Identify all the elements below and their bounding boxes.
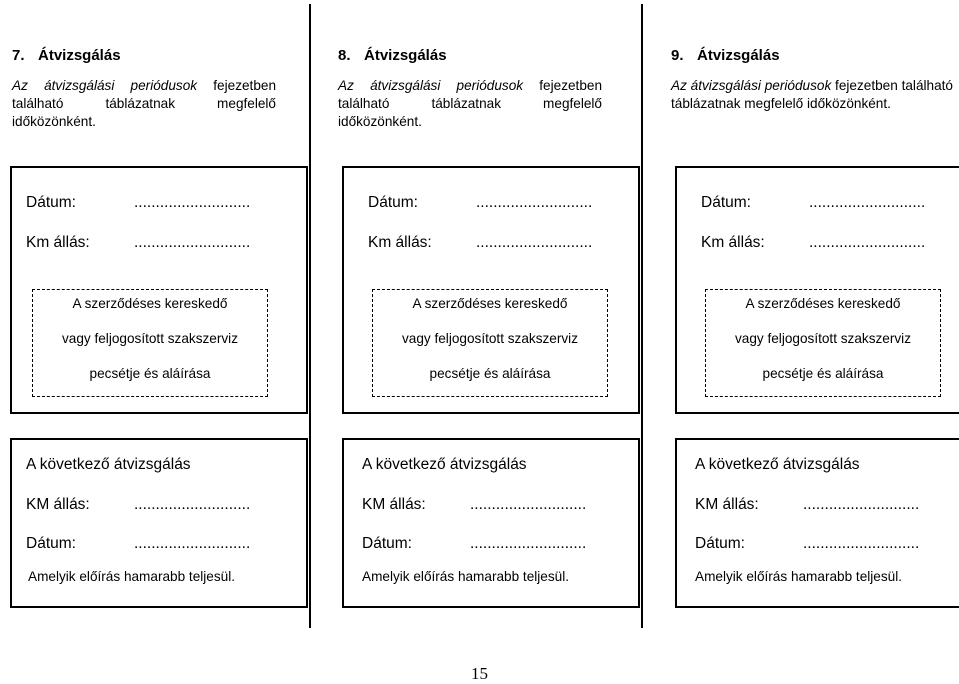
inspection-title: 9. Átvizsgálás: [671, 47, 780, 64]
inspection-description: Az átvizsgálási periódusok fejezetben található táblázatnak megfelelő időközönként.: [12, 78, 277, 129]
next-km-field[interactable]: ...........................: [803, 496, 920, 513]
next-inspection-box: [675, 438, 959, 608]
next-date-field[interactable]: ...........................: [470, 535, 587, 552]
inspection-description: Az átvizsgálási periódusok fejezetben található táblázatnak megfelelő időközönként.: [671, 78, 953, 111]
km-row: Km állás: ...........................: [701, 234, 926, 251]
next-km-field[interactable]: ...........................: [134, 496, 251, 513]
next-date-row: Dátum: ...........................: [362, 535, 587, 552]
next-km-field[interactable]: ...........................: [470, 496, 587, 513]
next-inspection-note: Amelyik előírás hamarabb teljesül.: [695, 569, 903, 584]
date-field[interactable]: ...........................: [809, 194, 926, 211]
stamp-signature-area: A szerződéses kereskedő vagy feljogosított szakszerviz pecsétje és aláírása: [32, 289, 268, 397]
km-field[interactable]: ...........................: [476, 234, 593, 251]
inspection-description: Az átvizsgálási periódusok fejezetben található táblázatnak megfelelő időközönként.: [338, 78, 603, 129]
next-inspection-box: [342, 438, 640, 608]
column-divider: [309, 4, 311, 628]
next-inspection-note: Amelyik előírás hamarabb teljesül.: [28, 569, 236, 584]
next-inspection-title: A következő átvizsgálás: [26, 456, 191, 473]
date-row: Dátum: ...........................: [701, 194, 926, 211]
stamp-signature-area: A szerződéses kereskedő vagy feljogosított szakszerviz pecsétje és aláírása: [705, 289, 941, 397]
next-inspection-box: [10, 438, 308, 608]
next-inspection-title: A következő átvizsgálás: [362, 456, 527, 473]
km-row: Km állás: ...........................: [368, 234, 593, 251]
next-km-row: KM állás: ...........................: [26, 496, 251, 513]
inspection-record-box: [675, 166, 959, 414]
column-divider: [641, 4, 643, 628]
inspection-record-box: [342, 166, 640, 414]
next-km-row: KM állás: ...........................: [695, 496, 920, 513]
date-row: Dátum: ...........................: [368, 194, 593, 211]
stamp-signature-area: A szerződéses kereskedő vagy feljogosított szakszerviz pecsétje és aláírása: [372, 289, 608, 397]
next-date-row: Dátum: ...........................: [695, 535, 920, 552]
inspection-title: 8. Átvizsgálás: [338, 47, 447, 64]
next-date-field[interactable]: ...........................: [134, 535, 251, 552]
date-row: Dátum: ...........................: [26, 194, 251, 211]
km-row: Km állás: ...........................: [26, 234, 251, 251]
next-inspection-title: A következő átvizsgálás: [695, 456, 860, 473]
date-field[interactable]: ...........................: [134, 194, 251, 211]
next-date-field[interactable]: ...........................: [803, 535, 920, 552]
inspection-record-box: [10, 166, 308, 414]
page-number: 15: [471, 664, 488, 683]
km-field[interactable]: ...........................: [134, 234, 251, 251]
inspection-title: 7. Átvizsgálás: [12, 47, 121, 64]
next-date-row: Dátum: ...........................: [26, 535, 251, 552]
next-inspection-note: Amelyik előírás hamarabb teljesül.: [362, 569, 570, 584]
date-field[interactable]: ...........................: [476, 194, 593, 211]
km-field[interactable]: ...........................: [809, 234, 926, 251]
next-km-row: KM állás: ...........................: [362, 496, 587, 513]
